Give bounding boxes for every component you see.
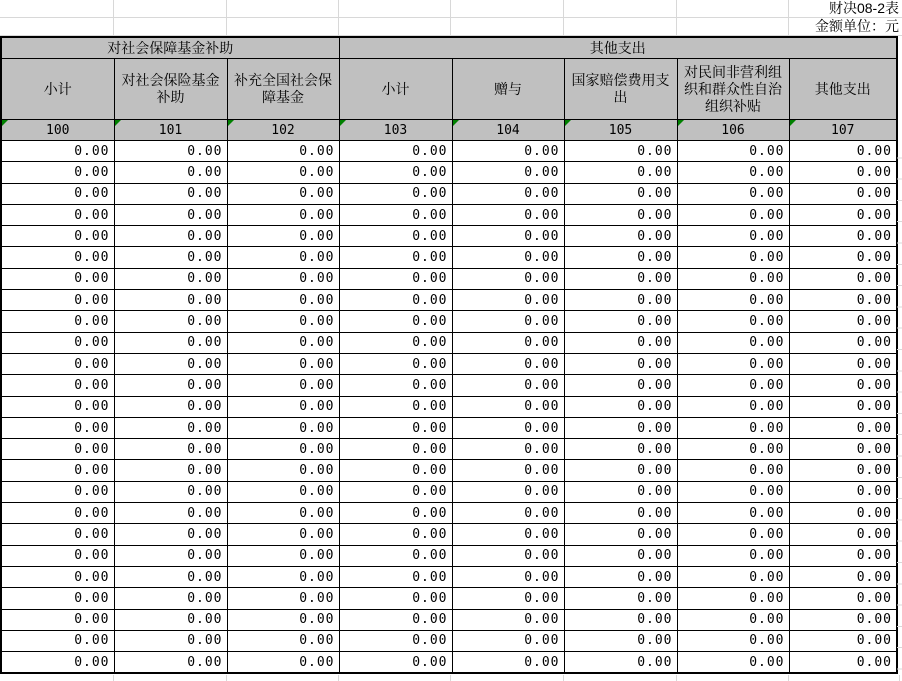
data-cell[interactable]: 0.00 bbox=[789, 460, 897, 481]
data-cell[interactable]: 0.00 bbox=[339, 545, 452, 566]
data-cell[interactable]: 0.00 bbox=[227, 290, 339, 311]
data-cell[interactable]: 0.00 bbox=[1, 141, 114, 162]
gridline bbox=[450, 0, 451, 36]
data-cell[interactable]: 0.00 bbox=[452, 162, 564, 183]
table-row bbox=[1, 439, 897, 460]
sheet-top-area bbox=[0, 0, 902, 36]
gridline-stubs-right bbox=[897, 137, 902, 674]
data-cell[interactable]: 0.00 bbox=[114, 609, 227, 630]
data-cell[interactable]: 0.00 bbox=[564, 396, 677, 417]
data-cell[interactable]: 0.00 bbox=[339, 630, 452, 651]
data-cell[interactable]: 0.00 bbox=[114, 545, 227, 566]
data-cell[interactable]: 0.00 bbox=[339, 141, 452, 162]
data-cell[interactable]: 0.00 bbox=[114, 268, 227, 289]
data-cell[interactable]: 0.00 bbox=[339, 652, 452, 673]
gridline bbox=[676, 675, 677, 681]
gridline bbox=[338, 0, 339, 36]
data-cell[interactable]: 0.00 bbox=[789, 652, 897, 673]
data-cell[interactable]: 0.00 bbox=[789, 524, 897, 545]
table-row bbox=[1, 332, 897, 353]
table-row bbox=[1, 204, 897, 225]
data-cell[interactable]: 0.00 bbox=[114, 141, 227, 162]
data-cell[interactable]: 0.00 bbox=[789, 204, 897, 225]
cell-flag-icon bbox=[565, 120, 571, 126]
data-cell[interactable]: 0.00 bbox=[1, 290, 114, 311]
data-cell[interactable]: 0.00 bbox=[227, 183, 339, 204]
table-row bbox=[1, 652, 897, 673]
data-cell[interactable]: 0.00 bbox=[452, 588, 564, 609]
table-row bbox=[1, 566, 897, 587]
gridline bbox=[563, 0, 564, 36]
data-cell[interactable]: 0.00 bbox=[114, 162, 227, 183]
data-cell[interactable]: 0.00 bbox=[564, 417, 677, 438]
data-cell[interactable]: 0.00 bbox=[564, 545, 677, 566]
data-cell[interactable]: 0.00 bbox=[789, 162, 897, 183]
data-cell[interactable]: 0.00 bbox=[677, 417, 789, 438]
data-cell[interactable]: 0.00 bbox=[339, 183, 452, 204]
group-header-social-security-subsidy[interactable]: 对社会保障基金补助 bbox=[1, 37, 339, 59]
data-cell[interactable]: 0.00 bbox=[227, 460, 339, 481]
data-cell[interactable]: 0.00 bbox=[789, 311, 897, 332]
data-cell[interactable]: 0.00 bbox=[452, 460, 564, 481]
data-cell[interactable]: 0.00 bbox=[339, 162, 452, 183]
column-code-cell[interactable] bbox=[339, 120, 452, 141]
table-row bbox=[1, 396, 897, 417]
table-row bbox=[1, 268, 897, 289]
gridline bbox=[563, 675, 564, 681]
data-cell[interactable]: 0.00 bbox=[1, 566, 114, 587]
column-code-row bbox=[1, 120, 897, 141]
data-cell[interactable]: 0.00 bbox=[789, 247, 897, 268]
data-cell[interactable]: 0.00 bbox=[1, 460, 114, 481]
table-row bbox=[1, 311, 897, 332]
data-cell[interactable]: 0.00 bbox=[1, 630, 114, 651]
column-code: 100 bbox=[46, 122, 70, 138]
data-cell[interactable]: 0.00 bbox=[789, 353, 897, 374]
data-cell[interactable]: 0.00 bbox=[114, 375, 227, 396]
data-cell[interactable]: 0.00 bbox=[114, 566, 227, 587]
data-cell[interactable]: 0.00 bbox=[677, 268, 789, 289]
data-cell[interactable]: 0.00 bbox=[1, 396, 114, 417]
data-cell[interactable]: 0.00 bbox=[1, 588, 114, 609]
data-cell[interactable]: 0.00 bbox=[339, 524, 452, 545]
data-cell[interactable]: 0.00 bbox=[789, 396, 897, 417]
data-cell[interactable]: 0.00 bbox=[564, 609, 677, 630]
column-code-cell[interactable] bbox=[227, 120, 339, 141]
data-cell[interactable]: 0.00 bbox=[452, 183, 564, 204]
table-row bbox=[1, 290, 897, 311]
data-cell[interactable]: 0.00 bbox=[339, 290, 452, 311]
data-cell[interactable]: 0.00 bbox=[227, 630, 339, 651]
data-cell[interactable]: 0.00 bbox=[114, 652, 227, 673]
amount-unit-label: 金额单位：元 bbox=[815, 18, 899, 34]
data-cell[interactable]: 0.00 bbox=[564, 588, 677, 609]
data-cell[interactable]: 0.00 bbox=[452, 290, 564, 311]
data-cell[interactable]: 0.00 bbox=[1, 417, 114, 438]
data-cell[interactable]: 0.00 bbox=[564, 503, 677, 524]
data-cell[interactable]: 0.00 bbox=[114, 311, 227, 332]
data-cell[interactable]: 0.00 bbox=[452, 481, 564, 502]
data-cell[interactable]: 0.00 bbox=[227, 503, 339, 524]
column-code: 105 bbox=[608, 122, 633, 138]
column-code-cell[interactable] bbox=[452, 120, 564, 141]
table-row bbox=[1, 375, 897, 396]
data-cell[interactable]: 0.00 bbox=[677, 311, 789, 332]
data-cell[interactable]: 0.00 bbox=[227, 311, 339, 332]
data-cell[interactable]: 0.00 bbox=[452, 609, 564, 630]
data-cell[interactable]: 0.00 bbox=[564, 226, 677, 247]
data-cell[interactable]: 0.00 bbox=[114, 353, 227, 374]
data-cell[interactable]: 0.00 bbox=[114, 481, 227, 502]
column-header-other-expenditure[interactable]: 其他支出 bbox=[789, 59, 897, 120]
data-cell[interactable]: 0.00 bbox=[789, 226, 897, 247]
data-cell[interactable]: 0.00 bbox=[339, 481, 452, 502]
data-cell[interactable]: 0.00 bbox=[114, 290, 227, 311]
gridline bbox=[450, 675, 451, 681]
data-cell[interactable]: 0.00 bbox=[452, 204, 564, 225]
data-cell[interactable]: 0.00 bbox=[114, 183, 227, 204]
data-cell[interactable]: 0.00 bbox=[564, 481, 677, 502]
data-cell[interactable]: 0.00 bbox=[227, 268, 339, 289]
data-cell[interactable]: 0.00 bbox=[114, 460, 227, 481]
data-cell[interactable]: 0.00 bbox=[227, 566, 339, 587]
data-cell[interactable]: 0.00 bbox=[452, 332, 564, 353]
data-cell[interactable]: 0.00 bbox=[564, 566, 677, 587]
data-cell[interactable]: 0.00 bbox=[564, 183, 677, 204]
data-cell[interactable]: 0.00 bbox=[677, 162, 789, 183]
gridline bbox=[0, 17, 902, 18]
column-code: 102 bbox=[271, 122, 295, 138]
data-cell[interactable]: 0.00 bbox=[677, 588, 789, 609]
column-code: 101 bbox=[158, 122, 183, 138]
data-cell[interactable]: 0.00 bbox=[227, 332, 339, 353]
data-cell[interactable]: 0.00 bbox=[114, 439, 227, 460]
data-cell[interactable]: 0.00 bbox=[789, 375, 897, 396]
data-cell[interactable]: 0.00 bbox=[789, 268, 897, 289]
data-cell[interactable]: 0.00 bbox=[1, 183, 114, 204]
data-cell[interactable]: 0.00 bbox=[677, 183, 789, 204]
column-code-cell[interactable] bbox=[1, 120, 114, 141]
gridline bbox=[676, 0, 677, 36]
table-row bbox=[1, 524, 897, 545]
table-row bbox=[1, 630, 897, 651]
data-cell[interactable]: 0.00 bbox=[227, 141, 339, 162]
data-cell[interactable]: 0.00 bbox=[789, 609, 897, 630]
data-cell[interactable]: 0.00 bbox=[227, 481, 339, 502]
data-cell[interactable]: 0.00 bbox=[789, 503, 897, 524]
data-cell[interactable]: 0.00 bbox=[452, 375, 564, 396]
cell-flag-icon bbox=[340, 120, 346, 126]
data-cell[interactable]: 0.00 bbox=[1, 503, 114, 524]
column-code: 107 bbox=[831, 122, 855, 138]
data-cell[interactable]: 0.00 bbox=[452, 566, 564, 587]
data-cell[interactable]: 0.00 bbox=[1, 353, 114, 374]
cell-flag-icon bbox=[453, 120, 459, 126]
data-cell[interactable]: 0.00 bbox=[1, 652, 114, 673]
data-cell[interactable]: 0.00 bbox=[227, 417, 339, 438]
column-code-cell[interactable] bbox=[789, 120, 897, 141]
data-cell[interactable]: 0.00 bbox=[227, 162, 339, 183]
cell-flag-icon bbox=[678, 120, 684, 126]
gridline bbox=[788, 0, 789, 36]
data-cell[interactable]: 0.00 bbox=[1, 204, 114, 225]
data-cell[interactable]: 0.00 bbox=[339, 396, 452, 417]
column-code-cell[interactable] bbox=[677, 120, 789, 141]
gridline bbox=[113, 0, 114, 36]
data-cell[interactable]: 0.00 bbox=[452, 630, 564, 651]
data-cell[interactable]: 0.00 bbox=[677, 141, 789, 162]
table-row bbox=[1, 247, 897, 268]
data-cell[interactable]: 0.00 bbox=[677, 652, 789, 673]
data-cell[interactable]: 0.00 bbox=[1, 332, 114, 353]
data-cell[interactable]: 0.00 bbox=[789, 141, 897, 162]
data-cell[interactable]: 0.00 bbox=[564, 439, 677, 460]
data-cell[interactable]: 0.00 bbox=[339, 439, 452, 460]
data-cell[interactable]: 0.00 bbox=[677, 247, 789, 268]
data-cell[interactable]: 0.00 bbox=[789, 630, 897, 651]
data-cell[interactable]: 0.00 bbox=[339, 353, 452, 374]
data-cell[interactable]: 0.00 bbox=[452, 524, 564, 545]
data-cell[interactable]: 0.00 bbox=[1, 481, 114, 502]
data-cell[interactable]: 0.00 bbox=[789, 588, 897, 609]
column-header-donation[interactable]: 赠与 bbox=[452, 59, 564, 120]
data-cell[interactable]: 0.00 bbox=[452, 226, 564, 247]
data-cell[interactable]: 0.00 bbox=[677, 226, 789, 247]
data-cell[interactable]: 0.00 bbox=[227, 545, 339, 566]
data-cell[interactable]: 0.00 bbox=[339, 503, 452, 524]
table-header bbox=[1, 37, 897, 141]
data-cell[interactable]: 0.00 bbox=[564, 375, 677, 396]
data-cell[interactable]: 0.00 bbox=[789, 183, 897, 204]
column-code: 106 bbox=[721, 122, 745, 138]
data-cell[interactable]: 0.00 bbox=[114, 332, 227, 353]
data-cell[interactable]: 0.00 bbox=[677, 439, 789, 460]
data-cell[interactable]: 0.00 bbox=[677, 524, 789, 545]
data-cell[interactable]: 0.00 bbox=[564, 204, 677, 225]
data-cell[interactable]: 0.00 bbox=[114, 204, 227, 225]
column-header-subtotal-2[interactable]: 小计 bbox=[339, 59, 452, 120]
gridline bbox=[113, 675, 114, 681]
data-cell[interactable]: 0.00 bbox=[677, 545, 789, 566]
data-cell[interactable]: 0.00 bbox=[789, 439, 897, 460]
data-cell[interactable]: 0.00 bbox=[677, 332, 789, 353]
data-cell[interactable]: 0.00 bbox=[677, 290, 789, 311]
cell-flag-icon bbox=[790, 120, 796, 126]
gridline-stubs-bottom bbox=[0, 675, 902, 681]
data-cell[interactable]: 0.00 bbox=[789, 290, 897, 311]
data-cell[interactable]: 0.00 bbox=[677, 503, 789, 524]
column-header-state-compensation[interactable]: 国家赔偿费用支出 bbox=[564, 59, 677, 120]
data-cell[interactable]: 0.00 bbox=[789, 566, 897, 587]
data-cell[interactable]: 0.00 bbox=[564, 141, 677, 162]
column-code: 103 bbox=[383, 122, 408, 138]
data-cell[interactable]: 0.00 bbox=[227, 439, 339, 460]
data-cell[interactable]: 0.00 bbox=[227, 353, 339, 374]
table-row bbox=[1, 503, 897, 524]
data-cell[interactable]: 0.00 bbox=[227, 588, 339, 609]
data-cell[interactable]: 0.00 bbox=[227, 375, 339, 396]
data-cell[interactable]: 0.00 bbox=[114, 588, 227, 609]
data-cell[interactable]: 0.00 bbox=[339, 566, 452, 587]
column-header-national-social-security-fund[interactable]: 补充全国社会保障基金 bbox=[227, 59, 339, 120]
data-cell[interactable]: 0.00 bbox=[452, 311, 564, 332]
data-cell[interactable]: 0.00 bbox=[339, 247, 452, 268]
table-row bbox=[1, 481, 897, 502]
data-cell[interactable]: 0.00 bbox=[677, 566, 789, 587]
table-row bbox=[1, 183, 897, 204]
report-table bbox=[0, 36, 898, 674]
table-row bbox=[1, 460, 897, 481]
data-cell[interactable]: 0.00 bbox=[114, 226, 227, 247]
data-cell[interactable]: 0.00 bbox=[789, 417, 897, 438]
data-cell[interactable]: 0.00 bbox=[452, 141, 564, 162]
gridline bbox=[788, 675, 789, 681]
table-body bbox=[1, 141, 897, 673]
data-cell[interactable]: 0.00 bbox=[1, 226, 114, 247]
data-cell[interactable]: 0.00 bbox=[677, 396, 789, 417]
data-cell[interactable]: 0.00 bbox=[564, 290, 677, 311]
column-header-social-insurance-fund-subsidy[interactable]: 对社会保险基金补助 bbox=[114, 59, 227, 120]
table-row bbox=[1, 162, 897, 183]
data-cell[interactable]: 0.00 bbox=[677, 204, 789, 225]
table-row bbox=[1, 588, 897, 609]
data-cell[interactable]: 0.00 bbox=[114, 247, 227, 268]
data-cell[interactable]: 0.00 bbox=[564, 652, 677, 673]
data-cell[interactable]: 0.00 bbox=[452, 353, 564, 374]
data-cell[interactable]: 0.00 bbox=[227, 652, 339, 673]
data-cell[interactable]: 0.00 bbox=[677, 630, 789, 651]
data-cell[interactable]: 0.00 bbox=[789, 481, 897, 502]
data-cell[interactable]: 0.00 bbox=[1, 439, 114, 460]
cell-flag-icon bbox=[228, 120, 234, 126]
data-cell[interactable]: 0.00 bbox=[677, 353, 789, 374]
gridline bbox=[226, 675, 227, 681]
data-cell[interactable]: 0.00 bbox=[339, 609, 452, 630]
gridline bbox=[338, 675, 339, 681]
gridline bbox=[899, 675, 900, 681]
data-cell[interactable]: 0.00 bbox=[227, 204, 339, 225]
data-cell[interactable]: 0.00 bbox=[1, 545, 114, 566]
data-cell[interactable]: 0.00 bbox=[114, 396, 227, 417]
data-cell[interactable]: 0.00 bbox=[339, 226, 452, 247]
column-code: 104 bbox=[496, 122, 520, 138]
column-code-cell[interactable] bbox=[114, 120, 227, 141]
data-cell[interactable]: 0.00 bbox=[452, 439, 564, 460]
data-cell[interactable]: 0.00 bbox=[452, 417, 564, 438]
data-cell[interactable]: 0.00 bbox=[564, 268, 677, 289]
data-cell[interactable]: 0.00 bbox=[564, 332, 677, 353]
data-cell[interactable]: 0.00 bbox=[339, 417, 452, 438]
data-cell[interactable]: 0.00 bbox=[339, 588, 452, 609]
data-cell[interactable]: 0.00 bbox=[1, 609, 114, 630]
column-header-subtotal-1[interactable]: 小计 bbox=[1, 59, 114, 120]
data-cell[interactable]: 0.00 bbox=[227, 609, 339, 630]
column-header-row bbox=[1, 59, 897, 120]
data-cell[interactable]: 0.00 bbox=[1, 524, 114, 545]
data-cell[interactable]: 0.00 bbox=[564, 353, 677, 374]
table-row bbox=[1, 609, 897, 630]
data-cell[interactable]: 0.00 bbox=[564, 162, 677, 183]
data-cell[interactable]: 0.00 bbox=[1, 247, 114, 268]
table-row bbox=[1, 353, 897, 374]
data-cell[interactable]: 0.00 bbox=[452, 503, 564, 524]
data-cell[interactable]: 0.00 bbox=[114, 630, 227, 651]
data-cell[interactable]: 0.00 bbox=[789, 545, 897, 566]
cell-flag-icon bbox=[115, 120, 121, 126]
table-row bbox=[1, 417, 897, 438]
data-cell[interactable]: 0.00 bbox=[114, 503, 227, 524]
data-cell[interactable]: 0.00 bbox=[452, 652, 564, 673]
table-row bbox=[1, 141, 897, 162]
data-cell[interactable]: 0.00 bbox=[564, 460, 677, 481]
data-cell[interactable]: 0.00 bbox=[339, 460, 452, 481]
data-cell[interactable]: 0.00 bbox=[114, 417, 227, 438]
data-cell[interactable]: 0.00 bbox=[452, 396, 564, 417]
data-cell[interactable]: 0.00 bbox=[1, 162, 114, 183]
group-header-other-expenditure[interactable]: 其他支出 bbox=[339, 37, 897, 59]
gridline bbox=[226, 0, 227, 36]
data-cell[interactable]: 0.00 bbox=[339, 268, 452, 289]
data-cell[interactable]: 0.00 bbox=[227, 247, 339, 268]
data-cell[interactable]: 0.00 bbox=[564, 311, 677, 332]
data-cell[interactable]: 0.00 bbox=[564, 524, 677, 545]
data-cell[interactable]: 0.00 bbox=[227, 396, 339, 417]
data-cell[interactable]: 0.00 bbox=[452, 247, 564, 268]
data-cell[interactable]: 0.00 bbox=[339, 375, 452, 396]
form-code-label: 财决08-2表 bbox=[828, 0, 899, 16]
data-cell[interactable]: 0.00 bbox=[339, 204, 452, 225]
data-cell[interactable]: 0.00 bbox=[677, 609, 789, 630]
table-row bbox=[1, 226, 897, 247]
data-cell[interactable]: 0.00 bbox=[677, 375, 789, 396]
column-header-nonprofit-org-subsidy[interactable]: 对民间非营利组织和群众性自治组织补贴 bbox=[677, 59, 789, 120]
data-cell[interactable]: 0.00 bbox=[227, 524, 339, 545]
cell-flag-icon bbox=[2, 120, 8, 126]
table-row bbox=[1, 545, 897, 566]
data-cell[interactable]: 0.00 bbox=[339, 332, 452, 353]
data-cell[interactable]: 0.00 bbox=[677, 460, 789, 481]
data-cell[interactable]: 0.00 bbox=[564, 630, 677, 651]
data-cell[interactable]: 0.00 bbox=[339, 311, 452, 332]
data-cell[interactable]: 0.00 bbox=[564, 247, 677, 268]
data-cell[interactable]: 0.00 bbox=[1, 311, 114, 332]
data-cell[interactable]: 0.00 bbox=[789, 332, 897, 353]
data-cell[interactable]: 0.00 bbox=[677, 481, 789, 502]
data-cell[interactable]: 0.00 bbox=[227, 226, 339, 247]
data-cell[interactable]: 0.00 bbox=[1, 268, 114, 289]
data-cell[interactable]: 0.00 bbox=[114, 524, 227, 545]
data-cell[interactable]: 0.00 bbox=[452, 268, 564, 289]
data-cell[interactable]: 0.00 bbox=[452, 545, 564, 566]
data-cell[interactable]: 0.00 bbox=[1, 375, 114, 396]
group-header-row bbox=[1, 37, 897, 59]
column-code-cell[interactable] bbox=[564, 120, 677, 141]
